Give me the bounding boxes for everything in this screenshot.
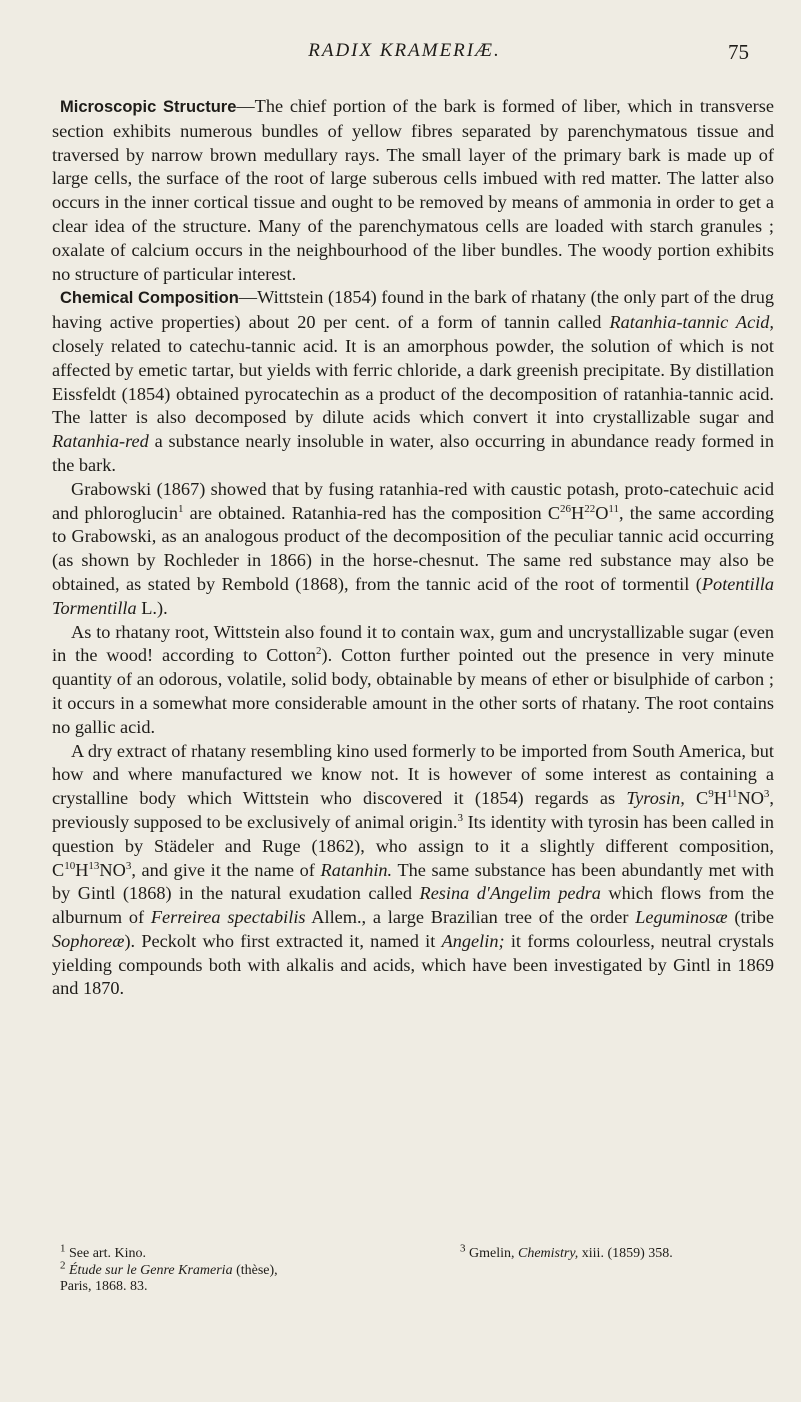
paragraph-text: it forms colourless, neutral crystals yielding compounds both with alkalis and acids, which have been investigated by Gintl in 1869 and 1870.	[52, 930, 774, 999]
paragraph-text: H	[75, 859, 89, 880]
paragraph-text: NO	[99, 859, 126, 880]
footnote-2	[60, 1258, 410, 1280]
paragraph-text: —Wittstein (1854) found in the bark of rhatany (the only part of the drug having active properties) about 20 per cent. of a form of tannin called	[52, 287, 774, 333]
paragraph-text: NO	[737, 788, 764, 809]
italic-term: Angelin;	[441, 930, 505, 951]
page-number: 75	[728, 40, 749, 64]
body-text	[52, 95, 774, 1001]
formula-superscript: 22	[584, 502, 596, 515]
paragraph-text: H	[713, 788, 727, 809]
paragraph-text: ). Cotton further pointed out the presence in very minute quantity of an odorous, volatile, solid body, obtainable by means of ether or bisulphide of carbon ; it occurs in a somewhat more considerable amount in the other sorts of rhatany. The root contains no gallic acid.	[52, 645, 775, 737]
footnote-mark: 3	[460, 1242, 466, 1255]
paragraph-text: Its identity with tyrosin has been called in question by Städeler and Ruge (1862), who assign to it a slightly different composition, C	[52, 811, 774, 880]
formula-superscript: 3	[125, 859, 132, 872]
paragraph-dry-extract	[52, 740, 774, 1002]
paragraph-text: O	[595, 502, 609, 523]
paragraph-text: L.).	[136, 597, 168, 618]
paragraph-text: , the same according to Grabowski, as an analogous product of the decomposition of the peculiar tannic acid occurring (as shown by Rochleder in 1866) in the horse-chesnut. The same red substance may also be obtained, as stated by Rembold (1868), from the tannic acid of the root of tormentil (	[52, 502, 774, 594]
running-title: RADIX KRAMERIÆ.	[308, 40, 501, 61]
footnote-1	[60, 1242, 410, 1263]
paragraph-text: H	[571, 502, 585, 523]
formula-superscript: 26	[560, 502, 572, 515]
italic-term: Resina d'Angelim pedra	[419, 883, 601, 904]
italic-term: Leguminosæ	[635, 907, 728, 928]
page-header	[60, 40, 749, 70]
footnote-ref: 3	[457, 811, 463, 824]
italic-term: Tyrosin,	[626, 788, 685, 809]
italic-term: Ratanhia-red	[52, 431, 149, 452]
paragraph-text: closely related to catechu-tannic acid. It is an amorphous powder, the solution of which is not affected by emetic tartar, but yields with ferric chloride, a dark greenish precipitate. By distillation Eissfeldt (1854) obtained pyrocatechin as a product of the decomposition of ratanhia-tannic acid. The latter is also decomposed by dilute acids which convert it into crystallizable sugar and	[52, 335, 774, 428]
paragraph-text: , and give it the name of	[131, 859, 321, 880]
italic-term: Ferreirea spectabilis	[150, 907, 306, 928]
footnotes-left-column	[60, 1242, 410, 1296]
footnote-mark: 1	[60, 1242, 66, 1255]
formula-superscript: 11	[726, 788, 738, 801]
footnote-text: Gmelin,	[469, 1246, 518, 1261]
paragraph-text: As to rhatany root, Wittstein also found it to contain wax, gum and uncrystallizable sugar (even in the wood! according to Cotton	[52, 621, 774, 666]
paragraph-text: ). Peckolt who first extracted it, named it	[124, 930, 442, 951]
paragraph-text: are obtained. Ratanhia-red has the composition C	[183, 502, 561, 523]
footnote-text: (thèse),	[232, 1262, 278, 1278]
footnote-text: See art. Kino.	[69, 1246, 146, 1261]
paragraph-text: a substance nearly insoluble in water, also occurring in abundance ready formed in the bark.	[52, 431, 774, 475]
footnote-2-continued: Paris, 1868. 83.	[60, 1279, 148, 1294]
section-heading: Microscopic Structure	[60, 98, 237, 116]
paragraph-text: which flows from the alburnum of	[52, 883, 775, 928]
footnotes-right-column	[460, 1242, 780, 1263]
footnote-title: Chemistry,	[518, 1246, 579, 1261]
italic-term: Potentilla Tormentilla	[52, 573, 774, 618]
formula-superscript: 9	[708, 788, 714, 801]
italic-term: Sophoreæ	[52, 930, 125, 951]
footnote-ref: 1	[177, 502, 184, 515]
italic-term: Ratanhin.	[320, 859, 393, 880]
paragraph-text: A dry extract of rhatany resembling kino used formerly to be imported from South America, but how and where manufactured we know not. It is however of some interest as containing a crystalline body which Wittstein who discovered it (1854) regards as	[52, 740, 774, 809]
paragraph-text: Grabowski (1867) showed that by fusing ratanhia-red with caustic potash, proto-catechuic acid and phloroglucin	[52, 478, 774, 523]
paragraph-text: , previously supposed to be exclusively of animal origin.	[52, 788, 774, 832]
paragraph-rhatany-root	[52, 621, 774, 740]
section-heading: Chemical Composition	[60, 289, 239, 308]
paragraph-text: The same substance has been abundantly met with by Gintl (1868) in the natural exudation called	[52, 859, 774, 904]
paragraph-text: Allem., a large Brazilian tree of the order	[305, 907, 636, 928]
footnote-ref: 2	[316, 645, 322, 658]
footnote-3	[460, 1242, 780, 1263]
paragraph-microscopic-structure	[52, 95, 774, 286]
footnote-text: xiii. (1859) 358.	[578, 1246, 673, 1261]
formula-superscript: 10	[64, 859, 76, 872]
footnote-title: Étude sur le Genre Krameria	[69, 1262, 233, 1278]
paragraph-text: C	[684, 788, 709, 809]
paragraph-chemical-composition	[52, 286, 774, 477]
formula-superscript: 3	[763, 788, 770, 801]
italic-term: Ratanhia-tannic Acid,	[609, 312, 774, 333]
formula-superscript: 11	[608, 502, 620, 515]
paragraph-text: (tribe	[727, 907, 774, 928]
formula-superscript: 13	[88, 859, 100, 872]
footnote-mark: 2	[60, 1258, 66, 1271]
paragraph-text: —The chief portion of the bark is formed of liber, which in transverse section exhibits numerous bundles of yellow fibres separated by parenchymatous tissue and traversed by narrow brown medullary rays. The small layer of the primary bark is made up of large cells, the surface of the root of large suberous cells imbued with red matter. The latter also occurs in the inner cortical tissue and ought to be removed by means of ammonia in order to get a clear idea of the structure. Many of the parenchymatous cells are loaded with starch granules ; oxalate of calcium occurs in the neighbourhood of the liber bundles. The woody portion exhibits no structure of particular interest.	[52, 96, 774, 284]
paragraph-grabowski	[52, 478, 774, 621]
